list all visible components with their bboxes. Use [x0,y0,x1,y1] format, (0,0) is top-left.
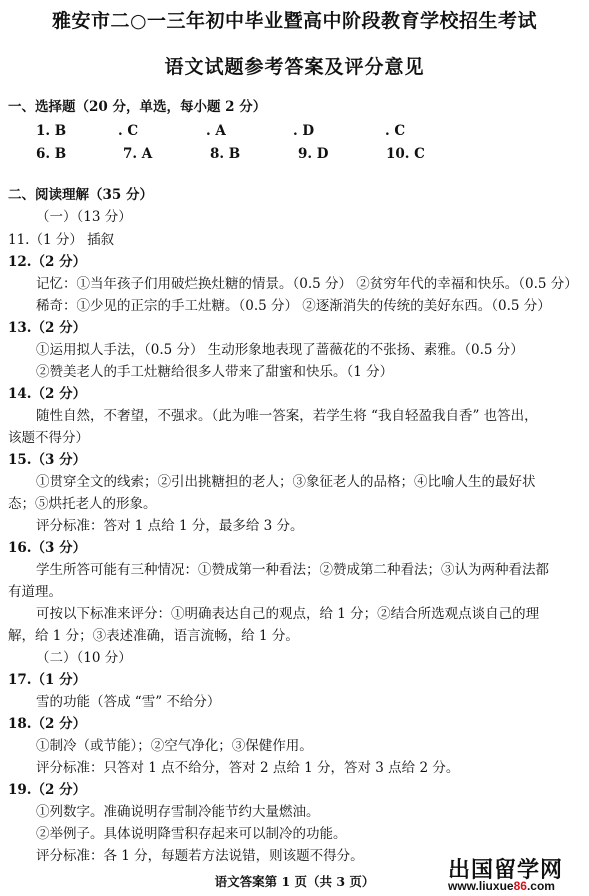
question-number: 14.（2 分） [8,386,87,402]
answer-text: 记忆：①当年孩子们用破烂换灶糖的情景。（0.5 分） ②贫穷年代的幸福和快乐。（0.5 分） [36,276,578,292]
scoring-criteria: 评分标准：各 1 分，每题若方法说错，则该题不得分。 [36,848,364,864]
answer-text: ①列数字。准确说明存雪制冷能节约大量燃油。 [36,804,320,820]
answer-text: 该题不得分） [8,430,89,446]
mc-answer: 8. B [210,146,241,162]
question-number: 18.（2 分） [8,716,87,732]
question-number: 19.（2 分） [8,782,87,798]
mc-answer: 1. B [36,123,67,139]
answer-text: ①运用拟人手法，（0.5 分） 生动形象地表现了蔷薇花的不张扬、素雅。（0.5 分） [36,342,524,358]
subsection-heading: （二）（10 分） [36,650,132,666]
mc-answer: 10. C [386,146,425,162]
mc-answer: . D [293,123,315,139]
answer-text: 态；⑤烘托老人的形象。 [8,496,157,512]
answer-text: 随性自然，不奢望，不强求。（此为唯一答案，若学生将 “我自轻盈我自香” 也答出， [36,408,538,424]
mc-answer: 9. D [298,146,329,162]
section1-heading: 一、选择题（20 分，单选，每小题 2 分） [8,99,267,115]
scoring-criteria: 解，给 1 分；③表述准确，语言流畅，给 1 分。 [8,628,299,644]
question-answer: 11.（1 分） 插叙 [8,232,115,248]
mc-answer: . C [385,123,406,139]
answer-text: ②赞美老人的手工灶糖给很多人带来了甜蜜和快乐。（1 分） [36,364,394,380]
answer-text: ①贯穿全文的线索；②引出挑糖担的老人；③象征老人的品格；④比喻人生的最好状 [36,474,536,490]
mc-answer: 6. B [36,146,67,162]
answer-text: 学生所答可能有三种情况：①赞成第一种看法；②赞成第二种看法；③认为两种看法都 [36,562,549,578]
answer-text: 雪的功能（答成 “雪” 不给分） [36,694,221,710]
subsection-heading: （一）（13 分） [36,209,132,225]
section2-heading: 二、阅读理解（35 分） [8,187,153,203]
scoring-criteria: 评分标准：只答对 1 点不给分，答对 2 点给 1 分，答对 3 点给 2 分。 [36,760,460,776]
answer-text: ①制冷（或节能）；②空气净化；③保健作用。 [36,738,313,754]
watermark-name: 出国留学网 [448,858,564,883]
page-footer: 语文答案第 1 页（共 3 页） [214,874,375,889]
question-number: 15.（3 分） [8,452,87,468]
question-number: 13.（2 分） [8,320,87,336]
watermark-url: www.liuxue86.com [448,879,555,893]
exam-title: 雅安市二○一三年初中毕业暨高中阶段教育学校招生考试 [51,10,538,32]
site-watermark-logo [430,853,586,893]
question-number: 16.（3 分） [8,540,87,556]
question-number: 17.（1 分） [8,672,87,688]
mc-answer: . C [118,123,139,139]
answer-key-subtitle: 语文试题参考答案及评分意见 [164,56,425,78]
answer-text: 稀奇：①少见的正宗的手工灶糖。（0.5 分） ②逐渐消失的传统的美好东西。（0.5 分） [36,298,551,314]
answer-text: ②举例子。具体说明降雪积存起来可以制冷的功能。 [36,826,347,842]
mc-answer: . A [206,123,226,139]
scoring-criteria: 评分标准：答对 1 点给 1 分，最多给 3 分。 [36,518,304,534]
mc-answer: 7. A [123,146,153,162]
question-number: 12.（2 分） [8,254,87,270]
scoring-criteria: 可按以下标准来评分：①明确表达自己的观点，给 1 分；②结合所选观点谈自己的理 [36,606,540,622]
answer-text: 有道理。 [8,584,62,600]
